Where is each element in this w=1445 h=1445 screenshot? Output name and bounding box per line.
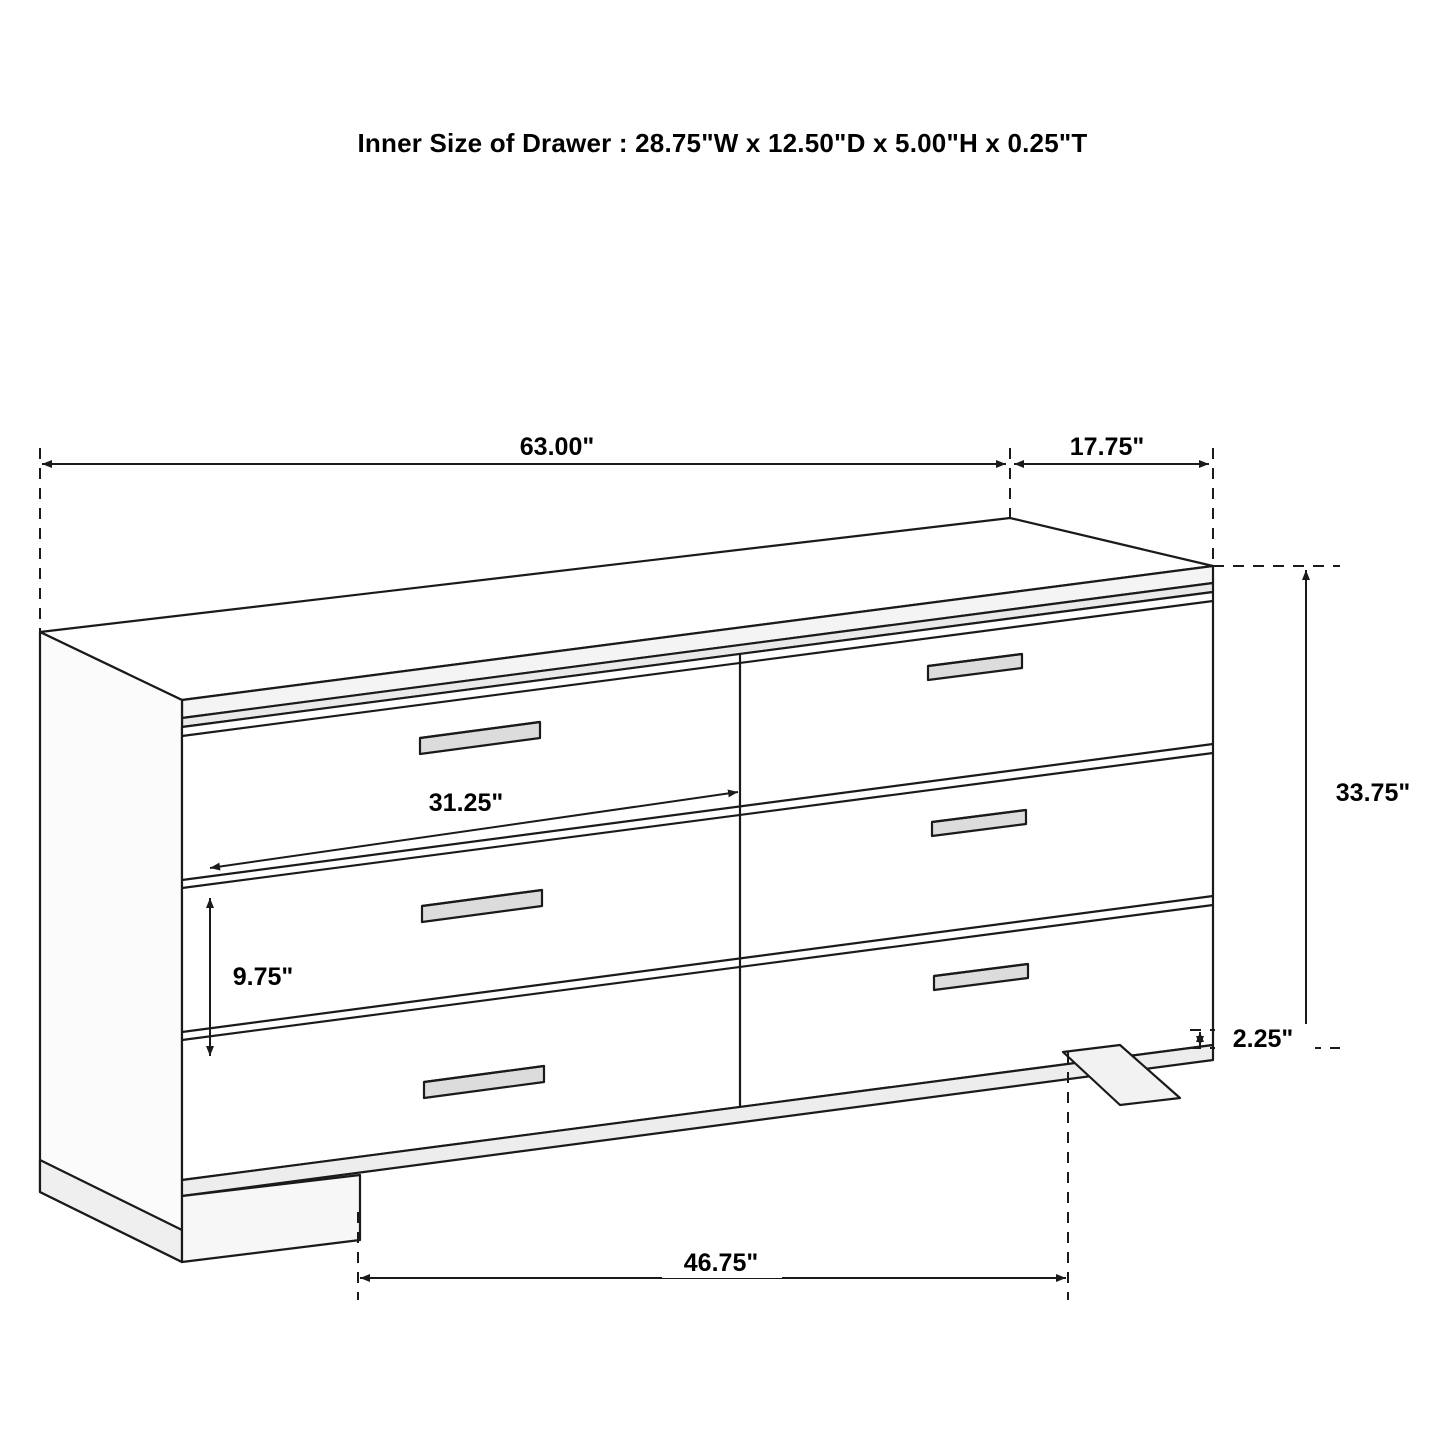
dresser-illustration <box>40 518 1213 1262</box>
label-base-width: 46.75" <box>683 1249 759 1277</box>
dresser-left-side-panel <box>40 632 182 1262</box>
label-drawer-front-width: 31.25" <box>428 789 504 817</box>
label-overall-height: 33.75" <box>1335 779 1411 807</box>
label-depth: 17.75" <box>1069 433 1145 461</box>
page-title: Inner Size of Drawer : 28.75"W x 12.50"D x 5.00"H x 0.25"T <box>357 128 1088 158</box>
label-drawer-front-height: 9.75" <box>232 963 294 991</box>
label-base-height: 2.25" <box>1232 1025 1294 1053</box>
label-overall-width: 63.00" <box>519 433 595 461</box>
